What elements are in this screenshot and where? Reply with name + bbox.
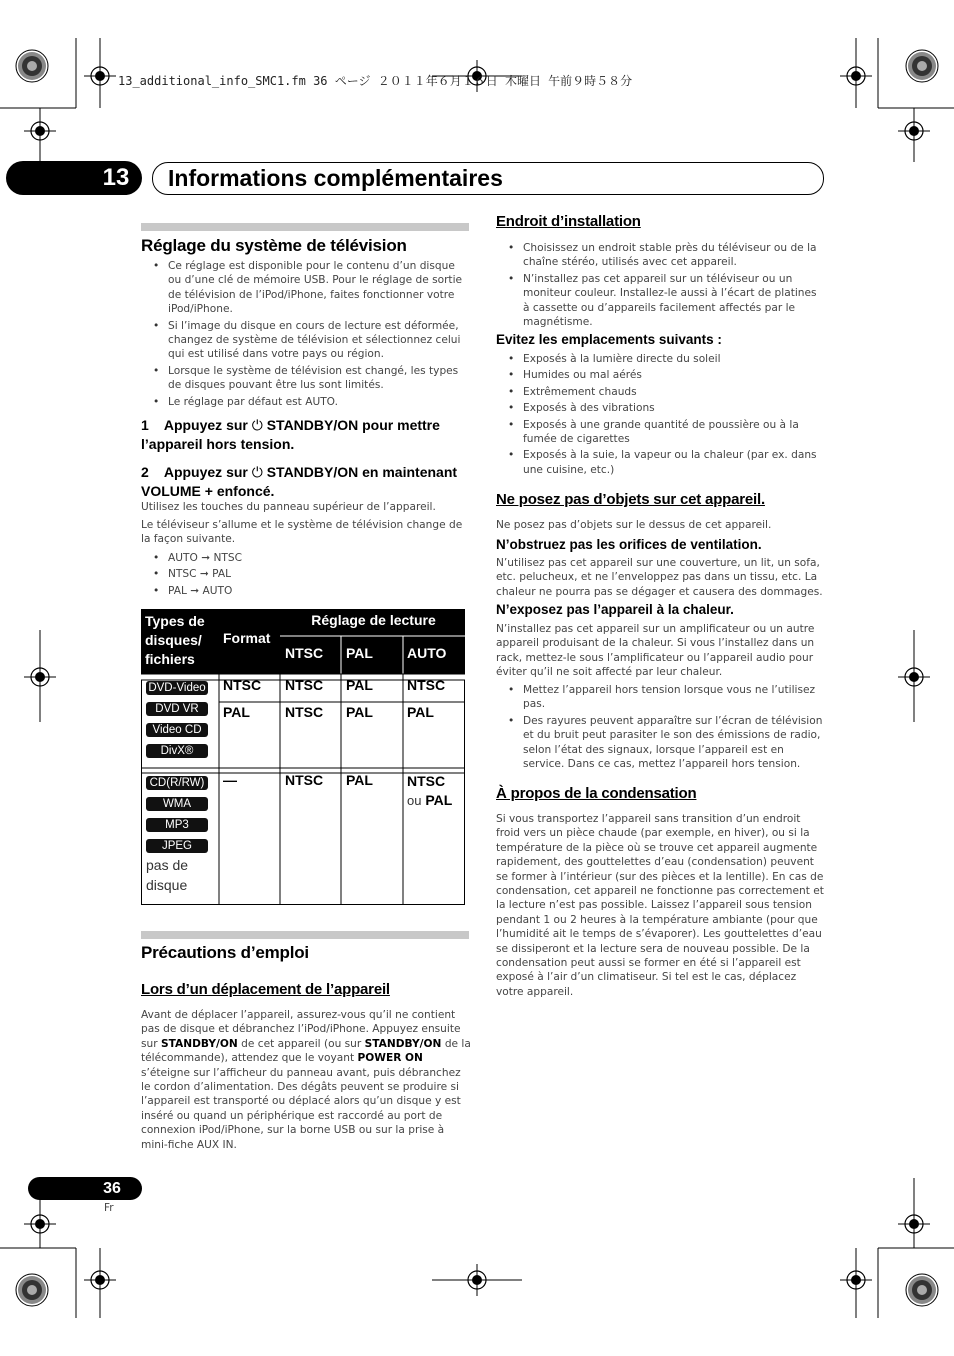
list-item: • Si l’image du disque en cours de lecture est déformée, changez de système de télévision et sélectionnez celui qui est utilisé dans votre pays ou région. xyxy=(141,319,471,362)
disc-type-group-1 xyxy=(146,681,216,765)
precautions-heading: Précautions d’emploi xyxy=(141,943,309,962)
moving-text: Avant de déplacer l’appareil, assurez-vous qu’il ne contient pas de disque et débranchez l’iPod/iPhone. Appuyez ensuite sur STANDBY/ON de cet appareil (ou sur STANDBY/ON de la télécommande), attendez que le voyant POWER ON s’éteigne sur l’afficheur du panneau avant, puis débranchez le cordon d’alimentation. Des dégâts peuvent se produire si l’appareil est transporté ou déplacé alors qu’un disque y est inséré ou quand un périphérique est raccordé au port de connexion iPod/iPhone, sur la borne USB ou sur la prise à mini-fiche AUX IN. xyxy=(141,1009,471,1151)
table-cell: NTSC xyxy=(285,677,324,693)
installation-bullets xyxy=(496,241,826,331)
disc-badge: DVD VR xyxy=(146,702,208,716)
heat-heading: N’exposez pas l’appareil à la chaleur. xyxy=(496,602,734,617)
objects-heading: Ne posez pas d’objets sur cet appareil. xyxy=(496,491,765,508)
arrow-right-icon: ➞ xyxy=(190,584,200,597)
chapter-number: 13 xyxy=(102,164,130,191)
step-pre: Appuyez sur xyxy=(163,464,248,480)
list-item: • Mettez l’appareil hors tension lorsque vous ne l’utilisez pas. xyxy=(496,683,826,712)
avoid-list xyxy=(496,352,826,479)
heat-bullets xyxy=(496,683,826,773)
disc-badge: Video CD xyxy=(146,723,208,737)
tv-system-table xyxy=(141,609,465,905)
print-file-info: 13_additional_info_SMC1.fm 36 ページ ２０１１年６月１６日 木曜日 午前９時５８分 xyxy=(118,74,633,88)
list-item: • Choisissez un endroit stable près du téléviseur ou de la chaîne stéréo, utilisés avec cet appareil. xyxy=(496,241,826,270)
disc-badge: DVD-Video xyxy=(146,681,208,695)
power-icon: ⏻ xyxy=(251,464,263,480)
list-item: • Exposés à la suie, la vapeur ou la chaleur (par ex. dans une cuisine, etc.) xyxy=(496,448,826,477)
table-cell: PAL xyxy=(346,772,373,788)
disc-badge: WMA xyxy=(146,797,208,811)
table-header-ntsc: NTSC xyxy=(285,645,324,661)
table-cell: NTSC xyxy=(223,677,262,693)
list-item: • NTSC ➞ PAL xyxy=(141,567,471,581)
step-result: Le téléviseur s’allume et le système de télévision change de la façon suivante. xyxy=(141,519,463,546)
no-disc-label: pas de disque xyxy=(146,857,189,893)
heat-text: N’installez pas cet appareil sur un amplificateur ou un autre appareil produisant de la chaleur. Si vous l’installez dans un rack, mettez-le sous l’amplificateur ou l’appareil audio pour éviter qu’il ne soit affecté par leur chaleur. xyxy=(496,623,815,679)
language-code: Fr xyxy=(104,1202,114,1214)
list-item: • Ce réglage est disponible pour le contenu d’un disque ou d’une clé de mémoire USB. Pour le réglage de sortie de télévision de l’iPod/iPhone, faites fonctionner votre iPod/iPhone. xyxy=(141,259,471,317)
step-pre: Appuyez sur xyxy=(163,417,248,433)
step-text: STANDBY/ON en maintenant VOLUME + enfoncé. xyxy=(141,464,458,499)
step-note: Utilisez les touches du panneau supérieur de l’appareil. xyxy=(141,501,436,513)
arrow-right-icon: ➞ xyxy=(199,568,209,581)
table-cell: PAL xyxy=(223,704,250,720)
table-header-types: Types de disques/ fichiers xyxy=(145,613,205,667)
disc-badge: CD(R/RW) xyxy=(146,776,208,790)
tv-system-heading: Réglage du système de télévision xyxy=(141,236,407,255)
table-cell: PAL xyxy=(407,704,434,720)
vent-heading: N’obstruez pas les orifices de ventilation. xyxy=(496,537,762,552)
page-number: 36 xyxy=(103,1180,121,1197)
tv-system-cycle xyxy=(141,551,471,600)
list-item: • Le réglage par défaut est AUTO. xyxy=(141,395,471,409)
installation-heading: Endroit d’installation xyxy=(496,213,641,230)
vent-text: N’utilisez pas cet appareil sur une couverture, un lit, un sofa, etc. pelucheux, et ne l’enveloppez pas dans un tissu, etc. La chaleur ne pourra pas se dégager et causera des dommages. xyxy=(496,557,823,598)
objects-text: Ne posez pas d’objets sur le dessus de cet appareil. xyxy=(496,519,772,531)
table-cell: NTSC xyxy=(285,704,324,720)
list-item: • Lorsque le système de télévision est changé, les types de disques pouvant être lus sont limités. xyxy=(141,364,471,393)
step-number: 1 xyxy=(141,417,149,433)
step-text: STANDBY/ON pour mettre l’appareil hors tension. xyxy=(141,417,440,452)
step-number: 2 xyxy=(141,464,149,480)
disc-badge: DivX® xyxy=(146,744,208,758)
moving-heading: Lors d’un déplacement de l’appareil xyxy=(141,981,390,998)
disc-badge: JPEG xyxy=(146,839,208,853)
chapter-title: Informations complémentaires xyxy=(168,165,503,191)
table-cell: NTSC ou PAL xyxy=(407,773,453,808)
avoid-heading: Evitez les emplacements suivants : xyxy=(496,332,722,347)
table-cell: — xyxy=(223,772,237,788)
list-item: • Humides ou mal aérés xyxy=(496,368,826,382)
condensation-text: Si vous transportez l’appareil sans transition d’un endroit froid vers un pièce chaude (par exemple, en hiver), ou si la température de la pièce où se trouve cet appareil augmente rapidement, des gouttelettes d’eau (condensation) peuvent se former à l’intérieur (sur des pièces et la lentille). En cas de condensation, cet appareil ne fonctionne pas correctement et la lecture n’est pas possible. Laissez l’appareil sous tension pendant 1 ou 2 heures à la température ambiante (pour que l’humidité ait le temps de s’évaporer). Les gouttelettes d’eau se dissiperont et la lecture sera de nouveau possible. De la condensation peut aussi se former en été si l’appareil est exposé à l’air d’un climatiseur. Si tel est le cas, déplacez votre appareil. xyxy=(496,813,824,998)
power-icon: ⏻ xyxy=(251,417,263,433)
condensation-heading: À propos de la condensation xyxy=(496,785,697,802)
table-cell: PAL xyxy=(346,704,373,720)
list-item: • Exposés à la lumière directe du soleil xyxy=(496,352,826,366)
disc-badge: MP3 xyxy=(146,818,208,832)
step-1 xyxy=(141,416,471,454)
list-item: • PAL ➞ AUTO xyxy=(141,584,471,598)
section-rule xyxy=(141,223,469,231)
table-header-format: Format xyxy=(223,630,271,646)
disc-type-group-2 xyxy=(146,776,218,895)
table-cell: NTSC xyxy=(285,772,324,788)
list-item: • AUTO ➞ NTSC xyxy=(141,551,471,565)
table-cell: PAL xyxy=(346,677,373,693)
table-header-auto: AUTO xyxy=(407,645,447,661)
section-rule xyxy=(141,931,469,939)
tv-system-bullets xyxy=(141,259,471,411)
list-item: • Des rayures peuvent apparaître sur l’écran de télévision et du bruit peut parasiter le son des émissions de radio, selon l’état des signaux, lorsque l’appareil est en service. Dans ce cas, mettez l’appareil hors tension. xyxy=(496,714,826,772)
arrow-right-icon: ➞ xyxy=(201,552,211,564)
table-header-pal: PAL xyxy=(346,645,373,661)
list-item: • N’installez pas cet appareil sur un téléviseur ou un moniteur couleur. Installez-le aussi à l’écart de platines à cassette ou d’appareils facilement affectés par le magnétisme. xyxy=(496,272,826,330)
list-item: • Extrêmement chauds xyxy=(496,385,826,399)
list-item: • Exposés à des vibrations xyxy=(496,401,826,415)
table-cell: NTSC xyxy=(407,677,446,693)
list-item: • Exposés à une grande quantité de poussière ou à la fumée de cigarettes xyxy=(496,418,826,447)
table-header-playback: Réglage de lecture xyxy=(311,612,436,628)
step-2 xyxy=(141,463,471,501)
